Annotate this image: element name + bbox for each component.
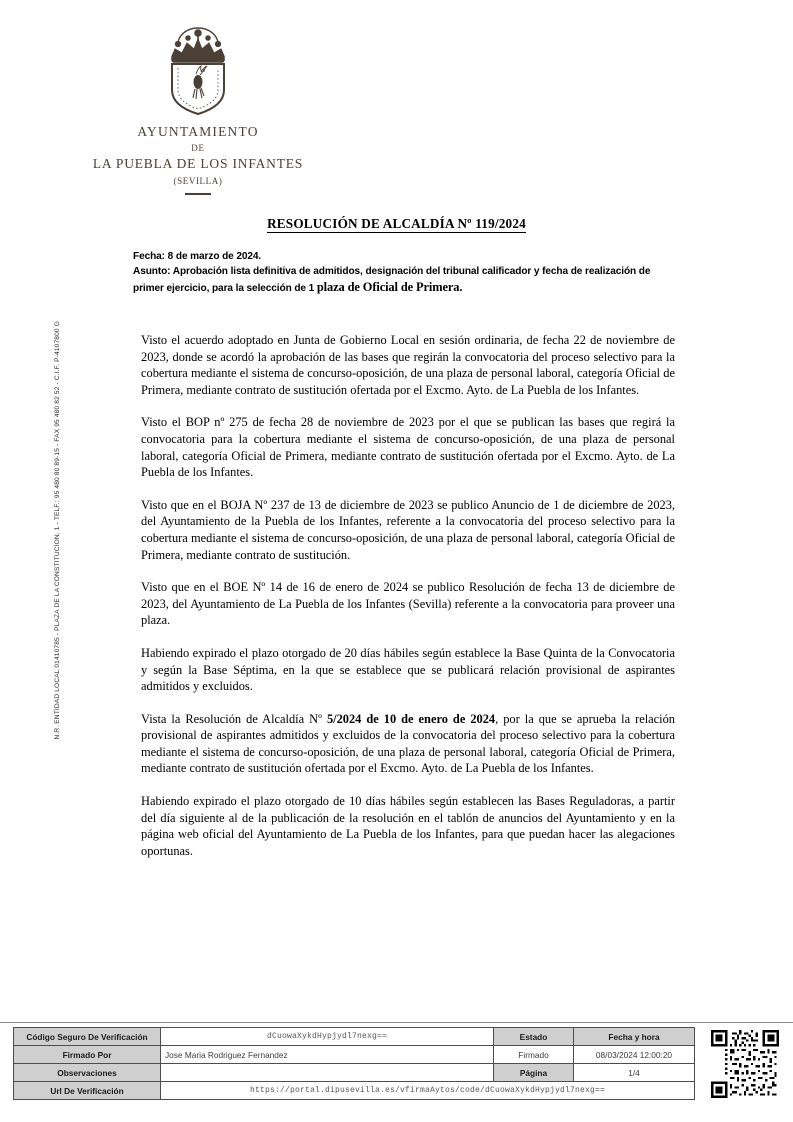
- url-value[interactable]: https://portal.dipusevilla.es/vfirmaAytos/code/dCuowaXykdHypjydl7nexg==: [161, 1082, 695, 1100]
- letterhead: [0, 22, 396, 195]
- letterhead-divider: [185, 193, 211, 195]
- body-paragraph: Visto que en el BOE Nº 14 de 16 de enero de 2024 se publico Resolución de fecha 13 de diciembre de 2023, del Ayuntamiento de La Puebla de los Infantes (Sevilla) referente a la convocatoria para proveer una plaza.: [141, 580, 675, 628]
- municipal-crest-icon: [152, 22, 244, 118]
- meta-asunto-label: Asunto:: [133, 266, 171, 278]
- document-body: [141, 332, 675, 859]
- pagina-label: Página: [494, 1064, 574, 1082]
- page-title-text: RESOLUCIÓN DE ALCALDÍA Nº 119/2024: [267, 216, 526, 231]
- meta-fecha-value: 8 de marzo de 2024.: [167, 251, 262, 262]
- signature-verification-table: [13, 1027, 695, 1100]
- body-paragraph: Habiendo expirado el plazo otorgado de 20 días hábiles según establece la Base Quinta de la Convocatoria y según la Base Séptima, en la que se establece que se publicará relación provisional de aspirantes admitidos y excluidos.: [141, 645, 675, 694]
- qr-code-icon[interactable]: [711, 1030, 779, 1098]
- letterhead-line-province: (SEVILLA): [173, 175, 223, 186]
- observaciones-label: Observaciones: [14, 1064, 161, 1082]
- table-row: [14, 1028, 695, 1046]
- page-title: [0, 216, 793, 232]
- document-meta: [133, 249, 678, 296]
- meta-asunto-emphasis: plaza de Oficial de Primera.: [316, 279, 463, 294]
- resolucion-prefix: Vista la Resolución de Alcaldía Nº: [141, 711, 327, 726]
- pagina-value: 1/4: [574, 1064, 695, 1082]
- firmado-por-value: Jose Maria Rodriguez Fernandez: [161, 1046, 494, 1064]
- fecha-hora-label: Fecha y hora: [574, 1028, 695, 1046]
- meta-fecha: [133, 249, 678, 264]
- firmado-por-label: Firmado Por: [14, 1046, 161, 1064]
- meta-asunto: [133, 264, 678, 296]
- body-paragraph: Visto el acuerdo adoptado en Junta de Gobierno Local en sesión ordinaria, de fecha 22 de noviembre de 2023, donde se acordó la aprobación de las bases que regirán la convocatoria del proceso selectivo para la cobertura mediante el sistema de concurso-oposición, de una plaza de personal laboral, categoría Oficial de Primera, mediante contrato de sustitución ofertada por el Excmo. Ayto. de La Puebla de los Infantes.: [141, 333, 675, 397]
- resolucion-suffix: , por la que se aprueba la relación provisional de aspirantes admitidos y excluidos de la convocatoria del proceso selectivo para la cobertura mediante el sistema de concurso-oposición, de una plaza de personal laboral, categoría Oficial de Primera, mediante contrato de sustitución ofertada por el Excmo. Ayto. de La Puebla de los Infantes.: [141, 711, 676, 776]
- csv-value: dCuowaXykdHypjydl7nexg==: [161, 1028, 494, 1046]
- csv-label: Código Seguro De Verificación: [14, 1028, 161, 1046]
- body-paragraph: Habiendo expirado el plazo otorgado de 10 días hábiles según establecen las Bases Reguladoras, a partir del día siguiente al de la publicación de la resolución en el tablón de anuncios del Ayuntamiento y en la página web oficial del Ayuntamiento de La Puebla de los Infantes, para que puedan hacer las alegaciones oportunas.: [141, 794, 675, 858]
- observaciones-value: [161, 1064, 494, 1082]
- letterhead-line-de: DE: [191, 142, 205, 153]
- resolucion-reference: 5/2024 de 10 de enero de 2024: [326, 711, 496, 726]
- url-label: Url De Verificación: [14, 1082, 161, 1100]
- meta-fecha-label: Fecha:: [133, 251, 165, 262]
- letterhead-line-ayuntamiento: AYUNTAMIENTO: [137, 124, 259, 139]
- meta-asunto-value: Aprobación lista definitiva de admitidos, designación del tribunal calificador y fecha de realización de primer ejercicio, para la selección de 1: [133, 266, 651, 294]
- body-paragraph: Visto el BOP nº 275 de fecha 28 de noviembre de 2023 por el que se publican las bases que regirá la convocatoria para la cobertura mediante el sistema de concurso-oposición, de una plaza de personal laboral, categoría Oficial de Primera, mediante contrato de sustitución ofertada por el Excmo. Ayto. de La Puebla de los Infantes.: [141, 415, 675, 480]
- fecha-hora-value: 08/03/2024 12:00:20: [574, 1046, 695, 1064]
- estado-label: Estado: [494, 1028, 574, 1046]
- body-paragraph: Visto que en el BOJA Nº 237 de 13 de diciembre de 2023 se publico Anuncio de 1 de diciembre de 2023, del Ayuntamiento de la Puebla de los Infantes, referente a la convocatoria del proceso selectivo para la cobertura mediante el sistema de concurso-oposición, de una plaza de personal laboral, categoría Oficial de Primera, mediante contrato de sustitución.: [141, 497, 675, 562]
- margin-legend: [46, 250, 70, 740]
- table-row: [14, 1064, 695, 1082]
- footer-divider: [0, 1022, 793, 1023]
- margin-legend-text: N.R. ENTIDAD LOCAL 01410785 - PLAZA DE LA CONSTITUCION, 1 - TELF.: 95 480 80 89-15 - FAX 95 480 82 52 - C.I.F. P-4107800 G: [53, 321, 61, 740]
- estado-value: Firmado: [494, 1046, 574, 1064]
- table-row: [14, 1046, 695, 1064]
- body-paragraph-resolucion: [141, 711, 675, 777]
- letterhead-line-municipality: LA PUEBLA DE LOS INFANTES: [92, 156, 304, 172]
- table-row: [14, 1082, 695, 1100]
